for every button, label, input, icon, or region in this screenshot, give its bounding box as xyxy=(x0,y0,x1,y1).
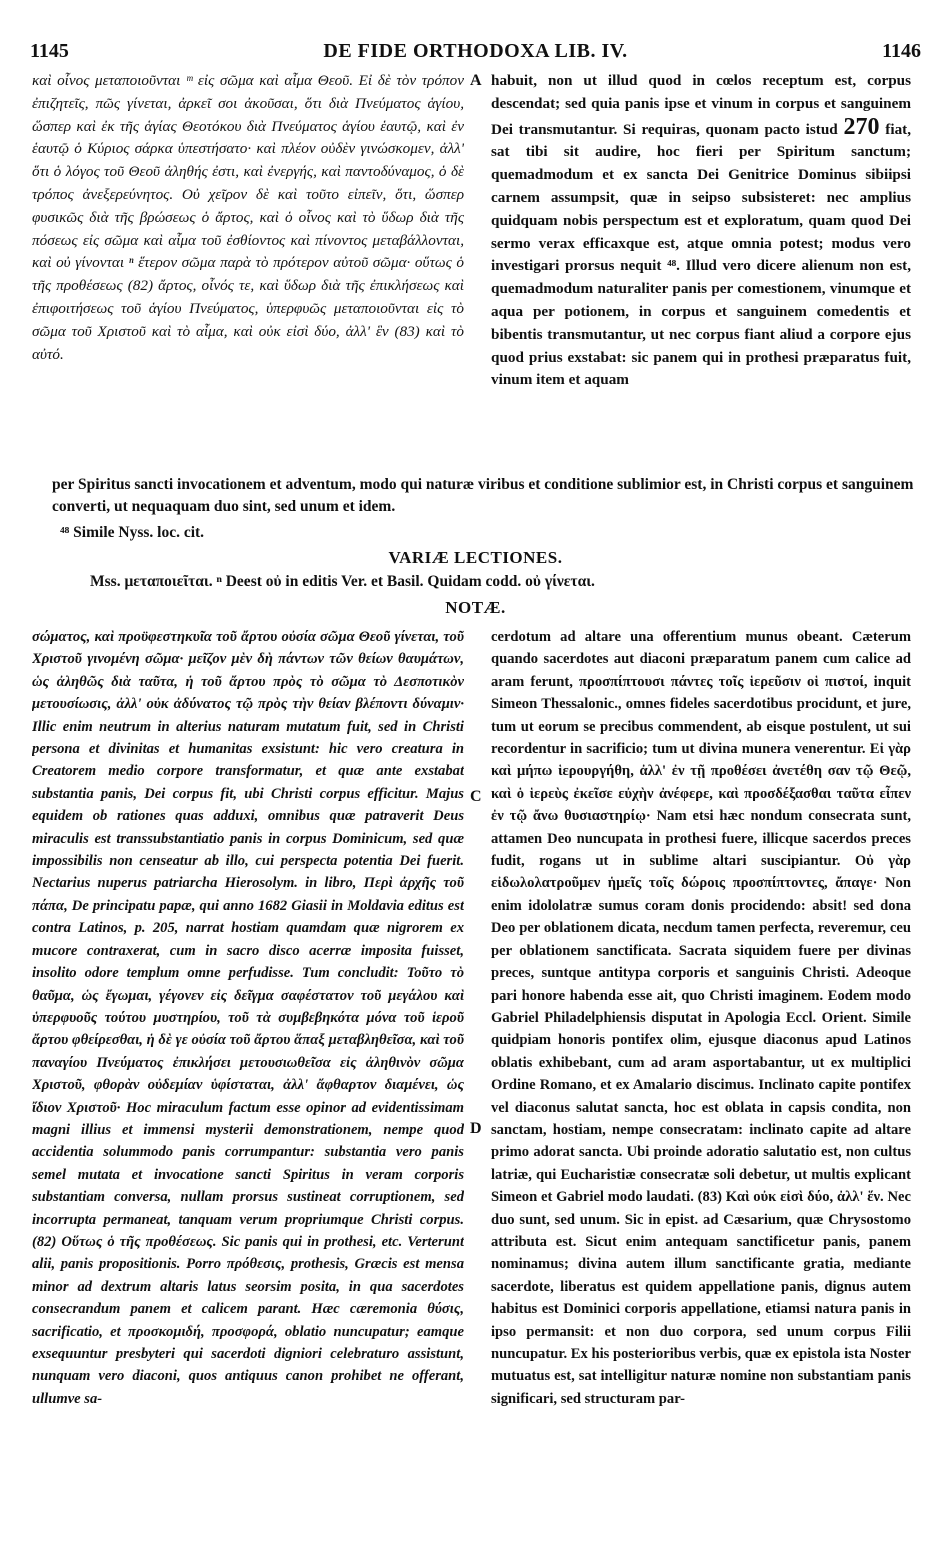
latin-text-after: fiat, sat tibi sit audire, hoc fieri per Spiritum sanctum; quemadmodum et ex sancta Dei Genitrice Dominus sibiipsi carnem assumpsit, quæ in seipso subsisteret: nec amplius quidquam nobis perspectum est et exploratum, quam quod Dei sermo verax efficaxque est, atque omnia potest; modus vero investigari prorsus nequit ⁴⁸. Illud vero dicere alienum non est, quemadmodum naturaliter panis per comestionem, vinumque et aqua per potionem, in corpus et sanguinem comedentis et bibentis transmutantur, ut nec corpus fiant aliud a corpore ejus quod prius exstabat: sic panem qui in prothesi præparatus fuit, vinum item et aquam xyxy=(491,120,911,389)
margin-letter-d: D xyxy=(470,1120,482,1137)
notes-left-column xyxy=(32,626,464,1536)
notes-left-text: σώματος, καὶ προϋφεστηκυῖα τοῦ ἄρτου οὐσία σῶμα Θεοῦ γίνεται, τοῦ Χριστοῦ γινομένη σῶμα· μεῖζον μὲν δὴ πάντων τῶν θείων θαυμάτων, ὡς ἀληθῶς διὰ ταῦτα, ἡ τοῦ ἄρτου πρὸς τὸ σῶμα τὸ Δεσποτικὸν μετουσίωσις, ἀλλ' οὐκ ἀδύνατος τῷ πρὸς τὴν θείαν βλέποντι δύναμιν· Illic enim neutrum in alterius naturam mutatum fuit, sed in Christi persona et divinitas et humanitas exsistunt: hic vero creatura in Creatorem medio corpore transformatur, et quæ ante exstabat substantia panis, Dei corpus fit, ubi Christi corpus efficitur. Majus equidem ob rationes quas adduxi, omnibus quæ patraverit Deus miraculis est transsubstantiatio panis in corpus Dominicum, sed quæ impossibilis non censeatur ab illo, cui perspecta potentia Dei fuerit. Nectarius nuperus patriarcha Hierosolym. in libro, Περὶ ἀρχῆς τοῦ πάπα, De principatu papæ, qui anno 1682 Giasii in Moldavia editus est contra Latinos, p. 205, narrat hostiam quamdam quæ nigrorem ex mucore contraxerat, cum in sacro disco acerræ imposita fuisset, insolito odore templum omne perfudisse. Tum concludit: Τοῦτο τὸ θαῦμα, ὡς ἔγωμαι, γέγονεν εἰς δεῖγμα σαφέστατον τοῦ μεγάλου καὶ ὑπερφυοῦς τούτου μυστηρίου, τοῦ τὰ συμβεβηκότα μόνα τοῦ ἱεροῦ ἄρτου φθείρεσθαι, ἡ δὲ γε οὐσία τοῦ ἄρτου ἅπαξ μεταβληθεῖσα, καὶ τοῦ παναγίου Πνεύματος ἐπικλήσει μετουσιωθεῖσα εἰς ἀληθινὸν σῶμα Χριστοῦ, φθορὰν οὐδεμίαν ὑφίσταται, ἀλλ' ἄφθαρτον διαμένει, ὡς ἴδιον Χριστοῦ· Hoc miraculum factum esse opinor ad evidentissimam magni illius et immensi mysterii demonstrationem, nempe quod accidentia solummodo panis corrumpantur: substantia vero panis semel mutata et invocatione sancti Spiritus in veram corporis substantiam conversa, nullam prorsus sustineat corruptionem, sed incorrupta permaneat, tanquam verum propriumque Christi corpus. (82) Οὕτως ὁ τῆς προθέσεως. Sic panis qui in prothesi, etc. Verterunt alii, panis propositionis. Porro πρόθεσις, prothesis, Græcis est mensa minor ad dextrum altaris latus seorsim posita, in qua sacerdotes consecrandum panem et calicem parant. Hæc cæremonia θύσις, sacrificatio, et προσκομιδή, προσφορά, oblatio nuncupatur; eamque exsequuntur presbyteri qui sacerdoti digniori celebraturo assistunt, nunquam vero diaconi, quos antiquus canon prohibet ne offerant, ullumve sa- xyxy=(32,629,464,1407)
variae-lectiones-text: Mss. μεταποιεῖται. ⁿ Deest οὐ in editis Ver. et Basil. Quidam codd. οὐ γίνεται. xyxy=(90,573,595,590)
latin-full-width xyxy=(52,474,917,518)
greek-text: καὶ οἶνος μεταποιοῦνται ᵐ εἰς σῶμα καὶ αἷμα Θεοῦ. Εἰ δὲ τὸν τρόπον ἐπιζητεῖς, πῶς γίνεται, ἀρκεῖ σοι ἀκοῦσαι, ὅτι διὰ Πνεύματος ἁγίου, ὥσπερ καὶ ἐκ τῆς ἁγίας Θεοτόκου διὰ Πνεύματος ἁγίου ἑαυτῷ, καὶ ἐν ἑαυτῷ ὁ Κύριος σάρκα ὑπεστήσατο· καὶ πλέον οὐδὲν γινώσκομεν, ἀλλ' ὅτι ὁ λόγος τοῦ Θεοῦ ἀληθής ἐστι, καὶ ἐνεργής, καὶ παντοδύναμος, ὁ δὲ τρόπος ἀνεξερεύνητος. Οὐ χεῖρον δὲ καὶ τοῦτο εἰπεῖν, ὅτι, ὥσπερ φυσικῶς διὰ τῆς βρώσεως ὁ ἄρτος, καὶ ὁ οἶνος καὶ τὸ ὕδωρ διὰ τῆς πόσεως εἰς σῶμα καὶ αἷμα τοῦ ἐσθίοντος καὶ πίνοντος μεταβάλλονται, καὶ οὐ γίνονται ⁿ ἕτερον σῶμα παρὰ τὸ πρότερον αὐτοῦ σῶμα· οὕτως ὁ τῆς προθέσεως (82) ἄρτος, οἶνός τε, καὶ ὕδωρ διὰ τῆς ἐπικλήσεως καὶ ἐπιφοιτήσεως τοῦ ἁγίου Πνεύματος, ὑπερφυῶς μεταποιοῦνται εἰς τὸ σῶμα τοῦ Χριστοῦ καὶ τὸ αἷμα, καὶ οὐκ εἰσὶ δύο, ἀλλ' ἓν (83) καὶ τὸ αὐτό. xyxy=(32,72,464,363)
footnote xyxy=(60,522,917,544)
variae-text xyxy=(90,571,917,593)
column-number: 270 xyxy=(843,113,880,140)
notes-right-column xyxy=(491,626,911,1536)
variae-heading: VARIÆ LECTIONES. xyxy=(388,548,563,567)
margin-letter-c: C xyxy=(470,788,482,805)
latin-full-width-text: per Spiritus sancti invocationem et adventum, modo qui naturæ viribus et conditione sublimior est, in Christi corpus et sanguinem converti, ut nequaquam duo sint, sed unum et idem. xyxy=(52,476,914,515)
greek-column xyxy=(32,70,464,478)
latin-text-before: habuit, non ut illud quod in cœlos receptum est, corpus descendat; sed quia panis ipse et vinum in corpus et sanguinem Dei transmutantur. Si requiras, quonam pacto istud xyxy=(491,72,911,138)
running-header xyxy=(30,40,921,68)
right-page-number: 1146 xyxy=(882,40,921,62)
notes-right-text: cerdotum ad altare una offerentium munus obeant. Cæterum quando sacerdotes aut diaconi præparatum panem cum calice ad aram ferunt, προσπίπτουσι πάντες τοῖς ἱερεῦσιν οἱ πιστοί, inquit Simeon Thessalonic., omnes fideles sacerdotibus procidunt, et jure, tum ut eorum se precibus commendent, ab eisque postulent, ut sui recordentur in sacrificio; tum ut divina munera venerentur. Εἰ γὰρ καὶ μήπω ἱερουργήθη, ἀλλ' ἐν τῇ προθέσει ἀνετέθη σαν τῷ Θεῷ, καὶ ὁ ἱερεὺς ἐκεῖσε εὐχὴν ἀνέφερε, καὶ προσδέξασθαι ταῦτα εἶπεν ἐν τῷ ἄνω θυσιαστηρίῳ· Nam etsi hæc nondum consecrata sunt, attamen Deo nuncupata in prothesi fuere, illicque sacerdos preces fudit, rogans ut in sublime altari suscipiantur. Οὐ γὰρ εἰδωλολατροῦμεν ἡμεῖς τοῖς δώροις προσπίπτοντες, ἄπαγε· Non enim idololatræ sumus coram donis procidendo: absit! sed dona Deo per oblationem dicata, necdum tamen perfecta, reveremur, ceu per oblationem sanctificata. Sacrata siquidem fuere per divinas preces, suntque antitypa corporis et sanguinis Christi. Adeoque pari honore habenda esse ait, quo Christi imaginem. Eodem modo Gabriel Philadelphiensis disputat in Apologia Eccl. Orient. Simile quidpiam honoris pontifex olim, ejusque diaconus apud Latinos oblatis exhibebant, cum ad aram asportabantur, ut ex multiplici Ordine Romano, et ex Amalario discimus. Inclinato capite pontifex vel diaconus salutat sancta, hoc est oblata in capsis condita, non sanctam, hostiam, nempe consecratam: inclinato capite ad altare primo adorat sancta. Ubi proinde adoratio salutatio est, non cultus latriæ, qui Eucharistiæ consecratæ soli debetur, ut multis explicant Simeon et Gabriel modo laudati. (83) Καὶ οὐκ εἰσὶ δύο, ἀλλ' ἕν. Nec duo sunt, sed unum. Sic in epist. ad Cæsarium, quæ Chrysostomo attributa est. Sicut enim antequam sanctificetur panis, panem nominamus; divina autem illum sanctificante gratia, mediante sacerdote, liberatus est quidem appellatione panis, dignus autem habitus est Dominici corporis appellatione, etiamsi natura panis in ipso permansit: et non duo corpora, sed unum corpus Filii nuncupatur. Ex his posterioribus verbis, quæ ex epistola ista Noster mutuatus est, sat intelligitur naturæ nomine non substantiam panis significari, sed structuram par- xyxy=(491,629,911,1407)
notae-heading: NOTÆ. xyxy=(445,598,506,617)
footnote-text: ⁴⁸ Simile Nyss. loc. cit. xyxy=(60,524,205,541)
margin-letter-a: A xyxy=(470,72,482,89)
running-title: DE FIDE ORTHODOXA LIB. IV. xyxy=(323,40,628,62)
latin-column xyxy=(491,70,911,478)
left-page-number: 1145 xyxy=(30,40,69,62)
